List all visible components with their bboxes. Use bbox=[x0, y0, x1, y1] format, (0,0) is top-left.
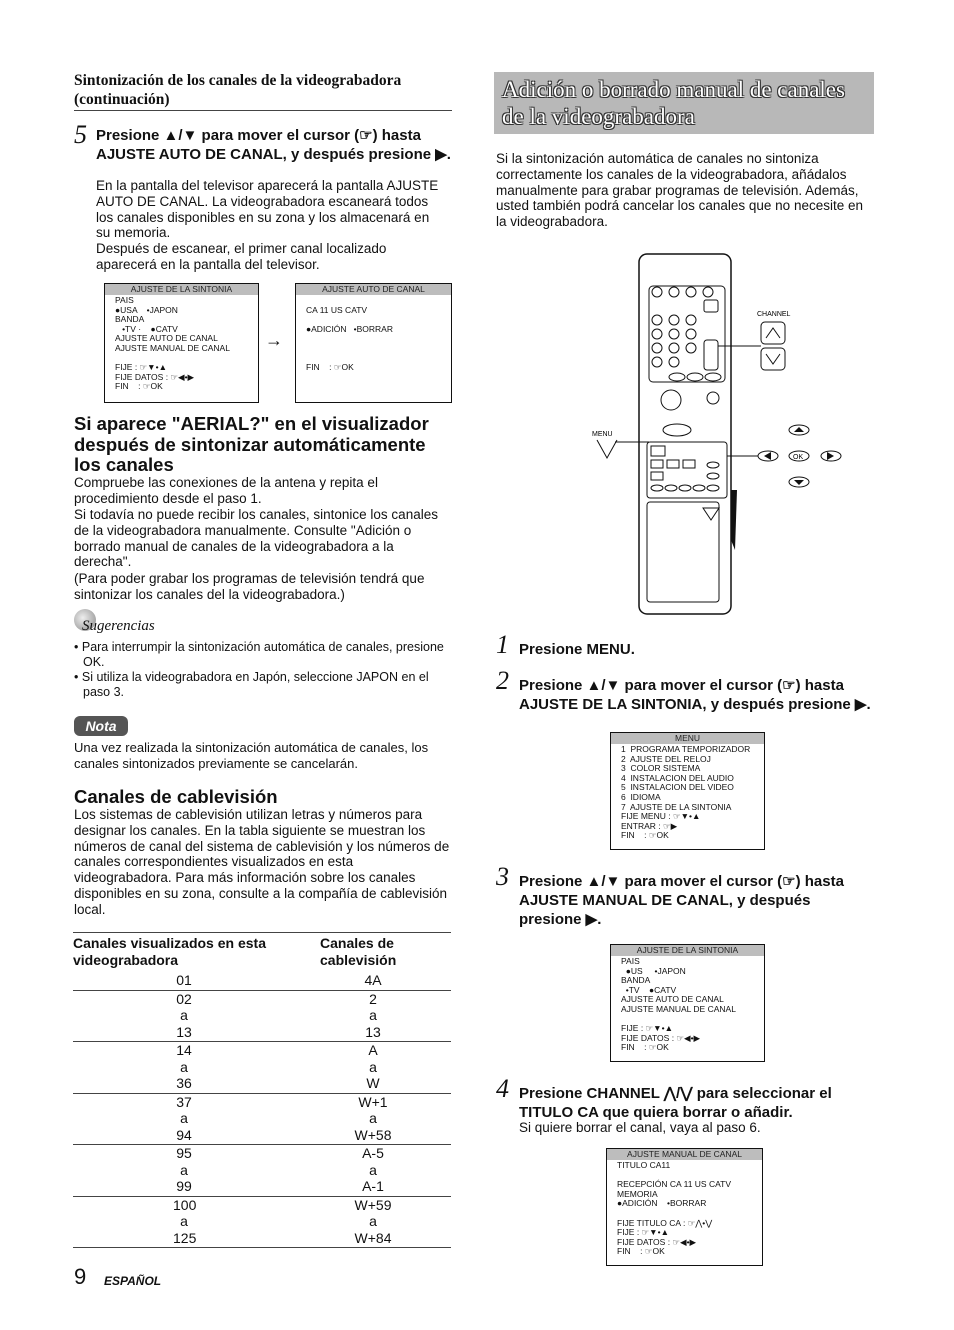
remote-control-illustration bbox=[585, 250, 855, 620]
step-5-number: 5 bbox=[74, 120, 87, 149]
tv-screen-menu bbox=[610, 732, 765, 850]
step-5-title: Presione ▲/▼ para mover el cursor (☞) hasta AJUSTE AUTO DE CANAL, y después presione ▶. bbox=[96, 127, 451, 163]
screen-line: ●ADICIÓN •BORRAR bbox=[306, 323, 393, 334]
tv-screen-ajuste-sintonia-2 bbox=[610, 944, 765, 1062]
vcr-channel-cell: 13 bbox=[176, 1023, 192, 1040]
cable-channel-cell: A bbox=[368, 1042, 378, 1058]
table-group-rule bbox=[73, 1093, 451, 1094]
screen-line: BANDA bbox=[115, 314, 145, 325]
screen-line: 5 INSTALACION DEL VIDEO bbox=[621, 782, 734, 793]
step-3-title: Presione ▲/▼ para mover el cursor (☞) hasta AJUSTE MANUAL DE CANAL, y después presione ▶. bbox=[519, 873, 844, 928]
menu-label: MENU bbox=[592, 431, 613, 438]
screen-line: FIN : ☞OK bbox=[617, 1246, 665, 1257]
aerial-p1: Compruebe las conexiones de la antena y repita el procedimiento desde el paso 1. bbox=[74, 475, 378, 506]
tv-screen-ajuste-auto bbox=[295, 283, 452, 403]
vcr-channel-cell: 94 bbox=[176, 1126, 192, 1143]
tv-screen-ajuste-sintonia bbox=[104, 283, 259, 403]
vcr-channel-cell: 36 bbox=[176, 1075, 192, 1091]
language-label: ESPAÑOL bbox=[104, 1274, 162, 1288]
screen-line: AJUSTE MANUAL DE CANAL bbox=[621, 1003, 736, 1014]
sugerencia-item: • Para interrumpir la sintonización automática de canales, presione OK. bbox=[74, 640, 444, 669]
page-number: 9 bbox=[74, 1264, 87, 1289]
table-group-rule bbox=[73, 990, 451, 991]
screen-header: AJUSTE AUTO DE CANAL bbox=[296, 284, 451, 295]
step-5-body-2: Después de escanear, el primer canal localizado aparecerá en la pantalla del televisor. bbox=[96, 241, 387, 272]
cable-channel-cell: A-5 bbox=[362, 1145, 384, 1161]
screen-line: MEMORIA bbox=[617, 1188, 658, 1199]
screen-line: 6 IDIOMA bbox=[621, 791, 661, 802]
ok-label: OK bbox=[793, 454, 804, 461]
cable-channel-cell: 2 bbox=[369, 990, 377, 1007]
cable-heading: Canales de cablevisión bbox=[74, 786, 278, 807]
section-header-rule bbox=[74, 110, 452, 111]
sugerencia-item: • Si utiliza la videograbadora en Japón, seleccione JAPON en el paso 3. bbox=[74, 670, 429, 699]
section-header: Sintonización de los canales de la videograbadora (continuación) bbox=[74, 72, 402, 108]
vcr-channel-cell: 99 bbox=[176, 1178, 192, 1194]
screen-line: FIJE : ☞▼•▲ bbox=[621, 1023, 673, 1034]
screen-header: AJUSTE MANUAL DE CANAL bbox=[607, 1149, 762, 1160]
step-1-number: 1 bbox=[496, 630, 509, 659]
vcr-channel-cell: 02 bbox=[176, 990, 192, 1007]
screen-line: BANDA bbox=[621, 975, 651, 986]
table-group-rule bbox=[73, 1247, 451, 1248]
vcr-channel-cell: 01 bbox=[176, 972, 192, 988]
screen-line: ●ADICIÓN •BORRAR bbox=[617, 1198, 707, 1209]
step-4-body: Si quiere borrar el canal, vaya al paso 6. bbox=[519, 1120, 761, 1135]
right-title-banner: Adición o borrado manual de canales de la videograbadora bbox=[494, 72, 874, 134]
screen-line: PAIS bbox=[115, 295, 134, 305]
cable-channel-cell: 13 bbox=[365, 1023, 381, 1040]
vcr-channel-cell: 125 bbox=[173, 1229, 197, 1246]
screen-line: FIJE MENU : ☞▼•▲ bbox=[621, 811, 701, 822]
screen-line: 1 PROGRAMA TEMPORIZADOR bbox=[621, 744, 751, 754]
vcr-channel-cell: a bbox=[180, 1110, 188, 1126]
vcr-channel-cell: a bbox=[180, 1058, 188, 1075]
screen-line bbox=[296, 334, 451, 344]
table-group-rule bbox=[73, 1144, 451, 1145]
screen-line: 3 COLOR SISTEMA bbox=[621, 763, 701, 774]
table-col2-header: Canales de cablevisión bbox=[320, 935, 397, 968]
screen-line: 7 AJUSTE DE LA SINTONIA bbox=[621, 801, 732, 812]
step-1-title: Presione MENU. bbox=[519, 641, 635, 658]
cable-channel-cell: a bbox=[369, 1058, 377, 1075]
nota-text: Una vez realizada la sintonización automática de canales, los canales sintonizados previamente se cancelarán. bbox=[74, 740, 429, 771]
cable-channel-cell: 4A bbox=[364, 972, 382, 988]
nota-badge: Nota bbox=[74, 716, 128, 736]
screen-line: AJUSTE MANUAL DE CANAL bbox=[115, 342, 230, 353]
cable-channel-cell: a bbox=[369, 1110, 377, 1126]
arrow-right-icon: → bbox=[265, 330, 283, 350]
cable-channel-cell: W+59 bbox=[354, 1196, 392, 1213]
table-col1-header: Canales visualizados en esta videograbadora bbox=[73, 935, 266, 968]
screen-line: FIN : ☞OK bbox=[621, 830, 669, 841]
screen-line: FIJE TITULO CA : ☞⋀•⋁ bbox=[617, 1217, 713, 1228]
vcr-channel-cell: a bbox=[180, 1161, 188, 1178]
step-4-title: Presione CHANNEL ⋀/⋁ para seleccionar el TITULO CA que quiera borrar o añadir. bbox=[519, 1085, 832, 1121]
vcr-channel-cell: 100 bbox=[173, 1196, 197, 1213]
vcr-channel-cell: 14 bbox=[176, 1042, 192, 1058]
screen-line: FIN : ☞OK bbox=[621, 1042, 669, 1053]
step-4-number: 4 bbox=[496, 1074, 509, 1103]
cable-channel-cell: W+1 bbox=[358, 1093, 388, 1110]
cable-channel-cell: W bbox=[366, 1075, 380, 1091]
vcr-channel-cell: 95 bbox=[176, 1145, 192, 1161]
screen-header: MENU bbox=[611, 733, 764, 744]
screen-line: PAIS bbox=[621, 956, 640, 966]
step-5-body: En la pantalla del televisor aparecerá la pantalla AJUSTE AUTO DE CANAL. La videograbadora escaneará todos los canales disponibles en su zona y los almacenará en su memoria. bbox=[96, 178, 439, 241]
screen-line: FIJE DATOS : ☞◀•▶ bbox=[115, 371, 195, 382]
sugerencias-label: Sugerencias bbox=[82, 618, 155, 634]
aerial-p2: Si todavía no puede recibir los canales, sintonice los canales de la videograbadora manualmente. Consulte "Adición o borrado manual de canales de la videograbadora a la derecha". bbox=[74, 507, 438, 570]
tv-screen-ajuste-manual bbox=[606, 1148, 763, 1266]
cable-channel-cell: A-1 bbox=[362, 1178, 384, 1194]
vcr-channel-cell: a bbox=[180, 1007, 188, 1023]
screen-line: FIJE DATOS : ☞◀•▶ bbox=[621, 1032, 701, 1043]
screen-header: AJUSTE DE LA SINTONIA bbox=[105, 284, 258, 295]
cable-channel-cell: a bbox=[369, 1007, 377, 1023]
cable-channel-cell: a bbox=[369, 1161, 377, 1178]
cable-channel-cell: a bbox=[369, 1213, 377, 1229]
screen-header: AJUSTE DE LA SINTONIA bbox=[611, 945, 764, 956]
step-2-title: Presione ▲/▼ para mover el cursor (☞) hasta AJUSTE DE LA SINTONIA, y después presione ▶. bbox=[519, 677, 871, 713]
aerial-heading: Si aparece "AERIAL?" en el visualizador después de sintonizar automáticamente los canales bbox=[74, 413, 429, 475]
aerial-p3: (Para poder grabar los programas de televisión tendrá que sintonizar los canales del la videograbadora.) bbox=[74, 571, 425, 602]
screen-line: CA 11 US CATV bbox=[306, 304, 368, 315]
screen-line: ●US •JAPON bbox=[621, 965, 686, 976]
screen-line: AJUSTE AUTO DE CANAL bbox=[621, 994, 724, 1005]
screen-line: TITULO CA11 bbox=[617, 1160, 671, 1170]
table-group-rule bbox=[73, 1196, 451, 1197]
screen-line bbox=[296, 344, 451, 354]
screen-line: FIN : ☞OK bbox=[306, 362, 354, 373]
channel-label: CHANNEL bbox=[757, 311, 791, 318]
screen-line: •TV · ●CATV bbox=[115, 323, 178, 334]
screen-line: RECEPCIÓN CA 11 US CATV bbox=[617, 1179, 731, 1190]
screen-line: AJUSTE AUTO DE CANAL bbox=[115, 333, 218, 344]
screen-line: ●USA •JAPON bbox=[115, 304, 178, 315]
vcr-channel-cell: 37 bbox=[176, 1093, 192, 1110]
sugerencias-list bbox=[74, 640, 454, 700]
table-group-rule bbox=[73, 1041, 451, 1042]
step-2-number: 2 bbox=[496, 666, 509, 695]
screen-line: •TV ●CATV bbox=[621, 984, 677, 995]
cable-channel-cell: W+58 bbox=[354, 1126, 392, 1143]
screen-line: FIN : ☞OK bbox=[115, 381, 163, 392]
table-top-rule bbox=[73, 932, 451, 933]
screen-line: 4 INSTALACION DEL AUDIO bbox=[621, 772, 734, 783]
screen-line: FIJE : ☞▼•▲ bbox=[115, 362, 167, 373]
screen-line: ENTRAR : ☞▶ bbox=[621, 820, 678, 831]
step-3-number: 3 bbox=[496, 862, 509, 891]
screen-line: FIJE : ☞▼•▲ bbox=[617, 1227, 669, 1238]
vcr-channel-cell: a bbox=[180, 1213, 188, 1229]
screen-line: FIJE DATOS : ☞◀•▶ bbox=[617, 1236, 697, 1247]
cable-channel-cell: W+84 bbox=[354, 1229, 392, 1246]
cable-body: Los sistemas de cablevisión utilizan letras y números para designar los canales. En la tabla siguiente se muestran los números de canal del sistema de cablevisión y los números de canales correspondientes visualizados en esta videograbadora. Para más información sobre los canales disponibles en su zona, consulte a la compañía de cablevisión local. bbox=[74, 807, 450, 917]
screen-line: 2 AJUSTE DEL RELOJ bbox=[621, 753, 711, 764]
right-intro: Si la sintonización automática de canales no sintoniza correctamente los canales de la videograbadora, añádalos manualmente para grabar programas de televisión. Además, usted también podrá cancelar los canales que no necesite en la videograbadora. bbox=[496, 151, 863, 230]
